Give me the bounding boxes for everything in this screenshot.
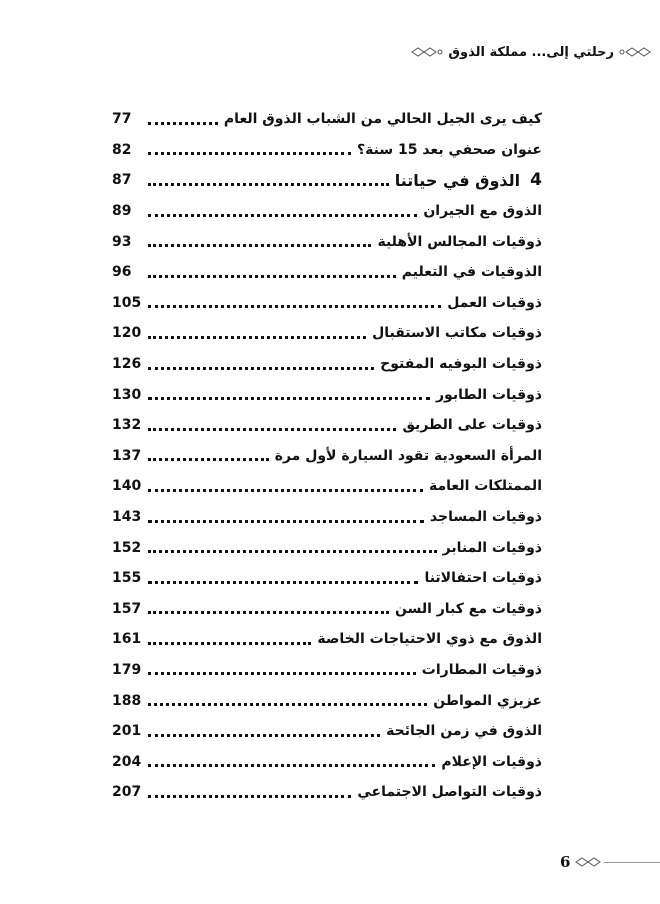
toc-entry — [112, 655, 542, 686]
toc-entry-page: 130 — [112, 386, 142, 403]
toc-entry-page: 179 — [112, 661, 142, 678]
toc-entry-page: 140 — [112, 478, 142, 495]
toc-entry-page: 152 — [112, 539, 142, 556]
chapter-number: 4 — [530, 170, 542, 191]
toc-entry-title: ذوقيات التواصل الاجتماعي — [357, 784, 542, 801]
dot-leader — [148, 367, 374, 370]
toc-entry — [112, 379, 542, 410]
toc-entry-title: ذوقيات المساجد — [429, 509, 542, 526]
toc-entry — [112, 594, 542, 625]
toc-entry — [112, 624, 542, 655]
dot-leader — [148, 764, 435, 767]
dot-leader — [148, 122, 218, 125]
dot-leader — [148, 642, 311, 645]
toc-entry-title: الذوق مع الجيران — [423, 203, 542, 220]
toc-entry-title: ذوقيات الطابور — [435, 386, 542, 403]
toc-entry-page: 105 — [112, 294, 142, 311]
toc-entry-page: 155 — [112, 570, 142, 587]
toc-entry-title: ذوقيات على الطريق — [402, 417, 542, 434]
dot-leader — [148, 428, 396, 431]
toc-entry — [112, 318, 542, 349]
toc-entry-title: ذوقيات مع كبار السن — [394, 600, 542, 617]
toc-entry-page: 188 — [112, 692, 142, 709]
toc-chapter-entry — [112, 165, 542, 196]
toc-entry-page: 89 — [112, 203, 132, 220]
toc-entry-page: 82 — [112, 141, 132, 158]
toc-entry-page: 126 — [112, 356, 142, 373]
dot-leader — [148, 336, 366, 339]
toc-entry-title: عزيزي المواطن — [433, 692, 542, 709]
toc-entry-title: عنوان صحفي بعد 15 سنة؟ — [357, 141, 542, 158]
toc-entry-title: ذوقيات العمل — [447, 294, 542, 311]
toc-entry-title: كيف يرى الجيل الحالي من الشباب الذوق العام — [223, 111, 542, 128]
dot-leader — [148, 458, 269, 461]
toc-entry-page: 201 — [112, 723, 142, 740]
toc-entry-page: 157 — [112, 600, 142, 617]
toc-entry — [112, 746, 542, 777]
toc-entry-page: 207 — [112, 784, 142, 801]
toc-entry — [112, 257, 542, 288]
footer-rule — [604, 862, 660, 863]
toc-entry — [112, 471, 542, 502]
toc-entry-title: الذوق في حياتنا — [394, 170, 521, 190]
toc-entry — [112, 410, 542, 441]
page-number: 6 — [560, 853, 571, 871]
dot-leader — [148, 489, 423, 492]
toc-entry-title: ذوقيات المنابر — [442, 539, 542, 556]
page-footer — [560, 850, 660, 874]
toc-entry-title: ذوقيات احتفالاتنا — [424, 570, 542, 587]
dot-leader — [148, 305, 441, 308]
dot-leader — [148, 581, 418, 584]
toc-entry — [112, 502, 542, 533]
dot-leader — [148, 611, 389, 614]
toc-entry-title: ذوقيات الإعلام — [441, 753, 542, 770]
dot-leader — [148, 703, 427, 706]
toc-entry-page: 137 — [112, 447, 142, 464]
toc-entry — [112, 104, 542, 135]
toc-entry — [112, 563, 542, 594]
dot-leader — [148, 275, 396, 278]
toc-entry — [112, 288, 542, 319]
toc-entry — [112, 532, 542, 563]
toc-entry-title: ذوقيات مكاتب الاستقبال — [372, 325, 542, 342]
toc-entry-page: 87 — [112, 172, 132, 189]
toc-entry — [112, 777, 542, 808]
dot-leader — [148, 672, 416, 675]
header-ornament-left-icon — [410, 46, 444, 58]
dot-leader — [148, 244, 371, 247]
toc-entry-title: ذوقيات البوفيه المفتوح — [380, 356, 542, 373]
toc-entry-page: 161 — [112, 631, 142, 648]
dot-leader — [148, 734, 380, 737]
toc-entry-page: 143 — [112, 509, 142, 526]
dot-leader — [148, 152, 351, 155]
toc-entry-page: 93 — [112, 233, 132, 250]
table-of-contents — [112, 104, 542, 808]
dot-leader — [148, 550, 437, 553]
toc-entry-page: 120 — [112, 325, 142, 342]
toc-entry-title: الذوق مع ذوي الاحتياجات الخاصة — [317, 631, 542, 648]
dot-leader — [148, 397, 430, 400]
header-title: رحلتي إلى... مملكة الذوق — [448, 44, 614, 60]
toc-entry-title: ذوقيات المطارات — [421, 661, 542, 678]
running-header — [412, 40, 652, 64]
toc-entry — [112, 226, 542, 257]
toc-entry-title: الممتلكات العامة — [429, 478, 542, 495]
toc-entry-page: 132 — [112, 417, 142, 434]
toc-entry — [112, 441, 542, 472]
dot-leader — [148, 795, 351, 798]
toc-entry-title: ذوقيات المجالس الأهلية — [377, 233, 542, 250]
toc-entry-page: 204 — [112, 753, 142, 770]
toc-entry-page: 96 — [112, 264, 132, 281]
toc-entry-title: الذوق في زمن الجائحة — [386, 723, 542, 740]
toc-entry-page: 77 — [112, 111, 132, 128]
dot-leader — [148, 214, 417, 217]
footer-ornament-icon — [574, 853, 604, 872]
toc-entry — [112, 135, 542, 166]
toc-entry — [112, 196, 542, 227]
toc-entry-title: المرأة السعودية تقود السيارة لأول مرة — [274, 447, 542, 464]
dot-leader — [148, 520, 424, 523]
toc-entry-title: الذوقيات في التعليم — [401, 264, 542, 281]
toc-entry — [112, 716, 542, 747]
toc-entry — [112, 685, 542, 716]
toc-entry — [112, 349, 542, 380]
dot-leader — [148, 183, 389, 186]
header-ornament-right-icon — [618, 46, 652, 58]
